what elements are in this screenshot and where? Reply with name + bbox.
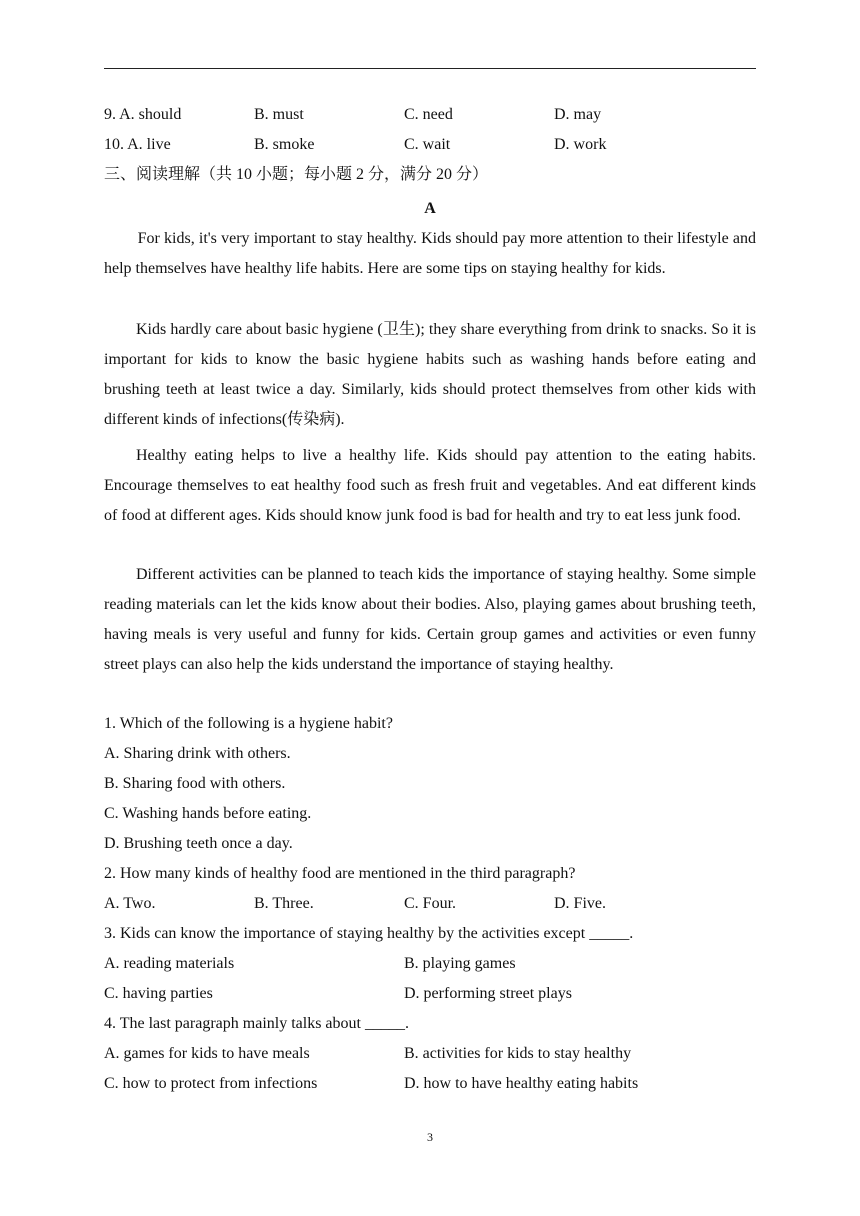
option: A. Two.	[104, 895, 156, 912]
option: D. how to have healthy eating habits	[404, 1075, 639, 1092]
option: C. wait	[404, 136, 451, 153]
paragraph-2: Kids hardly care about basic hygiene (卫生); they share everything from drink to snacks. So it is important for kids to know the basic hygiene habits such as washing hands before eating and brushing teeth at least twice a day. Similarly, kids should protect themselves from other kids with different kinds of infections(传染病).	[104, 321, 756, 428]
passage-label: A	[424, 200, 436, 217]
paragraph-4: Different activities can be planned to teach kids the importance of staying healthy. Some simple reading materials can let the kids know about their bodies. Also, playing games about brushing teeth, having meals is very useful and funny for kids. Certain group games and activities or even funny street plays can also help the kids understand the importance of staying healthy.	[104, 566, 756, 673]
option: A. games for kids to have meals	[104, 1045, 310, 1062]
option: B. smoke	[254, 136, 315, 153]
question-3-stem: 3. Kids can know the importance of staying healthy by the activities except _____.	[104, 925, 634, 942]
option: B. must	[254, 106, 304, 123]
question-1-option-b: B. Sharing food with others.	[104, 775, 286, 792]
section-heading: 三、阅读理解（共 10 小题；每小题 2 分，满分 20 分）	[104, 166, 489, 183]
option: C. having parties	[104, 985, 213, 1002]
option: A. reading materials	[104, 955, 235, 972]
option: B. Three.	[254, 895, 314, 912]
question-1-stem: 1. Which of the following is a hygiene habit?	[104, 715, 393, 732]
question-4-stem: 4. The last paragraph mainly talks about _____.	[104, 1015, 409, 1032]
option: D. Five.	[554, 895, 606, 912]
question-1-option-c: C. Washing hands before eating.	[104, 805, 312, 822]
header-rule	[104, 68, 756, 69]
question-2-stem: 2. How many kinds of healthy food are mentioned in the third paragraph?	[104, 865, 576, 882]
option: D. performing street plays	[404, 985, 572, 1002]
option: C. need	[404, 106, 453, 123]
option: 10. A. live	[104, 136, 171, 153]
option: B. activities for kids to stay healthy	[404, 1045, 632, 1062]
option: D. may	[554, 106, 602, 123]
option: 9. A. should	[104, 106, 182, 123]
option: C. how to protect from infections	[104, 1075, 318, 1092]
option: C. Four.	[404, 895, 457, 912]
paragraph-3: Healthy eating helps to live a healthy life. Kids should pay attention to the eating habits. Encourage themselves to eat healthy food such as fresh fruit and vegetables. And eat different kinds of food at different ages. Kids should know junk food is bad for health and try to eat less junk food.	[104, 447, 756, 524]
option: B. playing games	[404, 955, 516, 972]
paragraph-1: For kids, it's very important to stay healthy. Kids should pay more attention to their lifestyle and help themselves have healthy life habits. Here are some tips on staying healthy for kids.	[104, 230, 756, 277]
page-number: 3	[427, 1130, 433, 1144]
question-1-option-a: A. Sharing drink with others.	[104, 745, 291, 762]
option: D. work	[554, 136, 607, 153]
question-1-option-d: D. Brushing teeth once a day.	[104, 835, 293, 852]
